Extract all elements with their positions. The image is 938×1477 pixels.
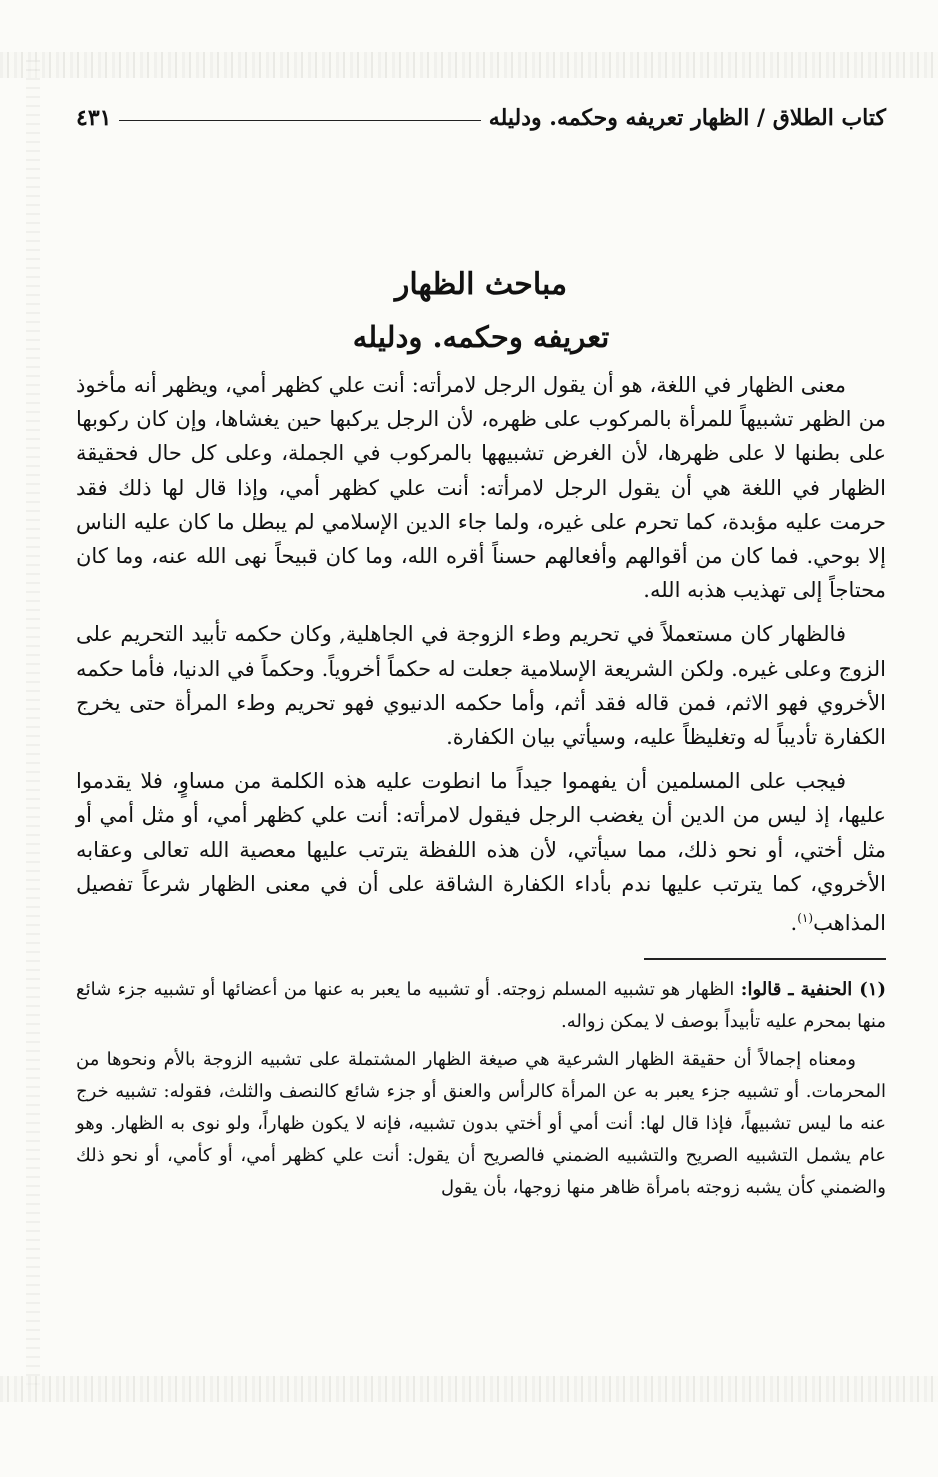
footnote-text: الظهار هو تشبيه المسلم زوجته. أو تشبيه ما يعبر به عنها من أعضائها أو تشبيه جزء شائع منها بمحرم عليه تأبيداً بوصف لا يمكن زواله. bbox=[76, 979, 886, 1033]
paragraph-text: فيجب على المسلمين أن يفهموا جيداً ما انطوت عليه هذه الكلمة من مساوٍ، فلا يقدموا عليها، إذ ليس من الدين أن يغضب الرجل فيقول لامرأته: أنت علي كظهر أمي، أو مثل أمي أو مثل أختي، أو نحو ذلك، مما سيأتي، لأن هذه اللفظة يترتب عليها معصية الله تعالى وعقابه الأخروي، كما يترتب عليها ندم بأداء الكفارة الشاقة على أن في معنى الظهار شرعاً تفصيل المذاهب bbox=[76, 769, 886, 936]
paragraph-end-mark: . bbox=[790, 911, 798, 936]
body-paragraph-last bbox=[76, 764, 886, 940]
footnote-separator bbox=[644, 958, 886, 960]
book-page bbox=[76, 96, 886, 1210]
page-number: ٤٣١ bbox=[76, 105, 112, 131]
chapter-subtitle: تعريفه وحكمه. ودليله bbox=[352, 320, 610, 354]
footnote-1 bbox=[76, 974, 886, 1038]
body-paragraph: فالظهار كان مستعملاً في تحريم وطء الزوجة في الجاهلية, وكان حكمه تأبيد التحريم على الزوج وعلى غيره. ولكن الشريعة الإسلامية جعلت له حكماً أخروياً. وحكماً في الدنيا، فأما حكمه الأخروي فهو الاثم، فمن قاله فقد أثم، وأما حكمه الدنيوي فهو تحريم وطء المرأة حتى يخرج الكفارة تأديباً له وتغليظاً عليه، وسيأتي بيان الكفارة. bbox=[76, 622, 886, 750]
header-rule bbox=[119, 120, 480, 121]
scan-noise-bottom bbox=[0, 1376, 938, 1402]
footnote-lead: (١) الحنفية ـ قالوا: bbox=[740, 979, 886, 1001]
body-paragraph: معنى الظهار في اللغة، هو أن يقول الرجل لامرأته: أنت علي كظهر أمي، ويظهر أنه مأخوذ من الظهر تشبيهاً للمرأة بالمركوب على ظهره، لأن الرجل يركبها حين يغشاها، وإن كان ركوبها على بطنها لا على ظهرها، لأن الغرض تشبيهها بالمركوب في الجملة، وعلى كل حال فحقيقة الظهار في اللغة هي أن يقول الرجل لامرأته: أنت علي كظهر أمي، وإذا قال لها ذلك فقد حرمت عليه مؤبدة، كما تحرم على غيره، ولما جاء الدين الإسلامي لم يبطل ما كان عليه الناس إلا بوحي. فما كان من أقوالهم وأفعالهم حسناً أقره الله، وما كان قبيحاً نهى الله عنه، وما كان محتاجاً إلى تهذيب هذبه الله. bbox=[76, 373, 886, 603]
footnote-continuation: ومعناه إجمالاً أن حقيقة الظهار الشرعية هي صيغة الظهار المشتملة على تشبيه الزوجة بالأم ونحوها من المحرمات. أو تشبيه جزء يعبر به عن المرأة كالرأس والعنق أو جزء شائع كالنصف والثلث، فقوله: تشبيه خرج عنه ما ليس تشبيهاً، فإذا قال لها: أنت أمي أو أختي بدون تشبيه، فإنه لا يكون ظهاراً، ولو نوى به الظهار. وهو عام يشمل التشبيه الصريح والتشبيه الضمني فالصريح أن يقول: أنت علي كظهر أمي، أو كأمي، أو نحو ذلك والضمني كأن يشبه زوجته بامرأة ظاهر منها زوجها، بأن يقول bbox=[76, 1049, 886, 1199]
running-header bbox=[76, 96, 886, 140]
footnote-reference: (١) bbox=[797, 911, 814, 926]
running-title: كتاب الطلاق / الظهار تعريفه وحكمه. ودليله bbox=[488, 105, 886, 131]
chapter-title: مباحث الظهار bbox=[394, 267, 568, 302]
scan-noise-top bbox=[0, 52, 938, 78]
scan-noise-gutter bbox=[26, 60, 40, 1390]
